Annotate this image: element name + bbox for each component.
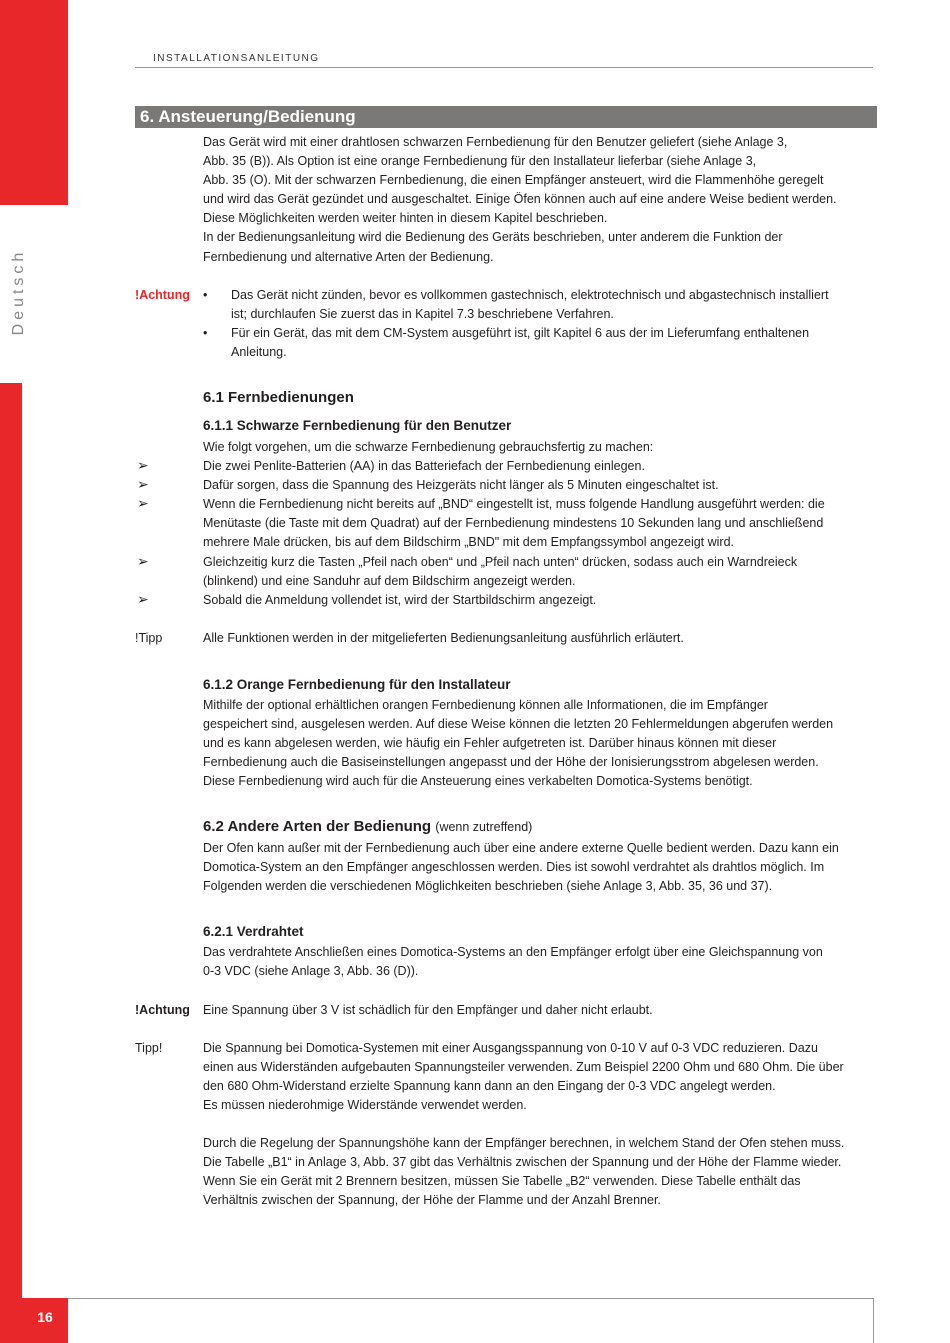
heading-6-1-2: 6.1.2 Orange Fernbedienung für den Installateur: [203, 677, 511, 692]
step-line: Wenn die Fernbedienung nicht bereits auf „BND“ eingestellt ist, muss folgende Handlung ausgeführt werden: die: [203, 497, 825, 511]
intro-line: Diese Möglichkeiten werden weiter hinten in diesem Kapitel beschrieben.: [203, 211, 608, 226]
language-tab: Deutsch: [10, 248, 27, 336]
warning-line: Für ein Gerät, das mit dem CM-System ausgeführt ist, gilt Kapitel 6 aus der im Lieferumfang enthaltenen: [231, 326, 810, 340]
text-line: Die Tabelle „B1“ in Anlage 3, Abb. 37 gibt das Verhältnis zwischen der Spannung und der Höhe der Flamme wieder.: [203, 1155, 842, 1170]
text-line: Folgenden werden die verschiedenen Möglichkeiten beschrieben (siehe Anlage 3, Abb. 35, 36 und 37).: [203, 879, 773, 894]
section-title: 6. Ansteuerung/Bedienung: [135, 106, 877, 128]
intro-line: Abb. 35 (O). Mit der schwarzen Fernbedienung, die einen Empfänger ansteuert, wird die Flammenhöhe geregelt: [203, 173, 824, 188]
step-3: [203, 495, 883, 552]
closing-paragraph: [203, 1134, 883, 1210]
header-rule: [135, 67, 873, 68]
text-line: Verhältnis zwischen der Spannung, der Höhe der Flamme und der Anzahl Brenner.: [203, 1193, 661, 1208]
intro-line: Das Gerät wird mit einer drahtlosen schwarzen Fernbedienung für den Benutzer geliefert (siehe Anlage 3,: [203, 135, 788, 149]
warning-text: [203, 1001, 883, 1020]
heading-6-2-1: 6.2.1 Verdrahtet: [203, 924, 304, 939]
page-number: 16: [37, 1309, 53, 1325]
text-line: gespeichert sind, ausgelesen werden. Auf diese Weise können die letzten 20 Fehlermeldungen abgerufen werden: [203, 717, 834, 732]
arrow-icon: ➢: [137, 591, 149, 607]
bullet: •: [203, 326, 208, 340]
bullet: •: [203, 288, 208, 302]
paragraph-6-2: [203, 839, 883, 896]
text-line: Diese Fernbedienung wird auch für die Ansteuerung eines verkabelten Domotica-Systems benötigt.: [203, 774, 753, 789]
heading-6-2-title: 6.2 Andere Arten der Bedienung: [203, 818, 432, 835]
tip-line: Alle Funktionen werden in der mitgelieferten Bedienungsanleitung ausführlich erläutert.: [203, 631, 684, 645]
heading-6-2: [203, 818, 532, 835]
warning-item: [231, 286, 881, 324]
red-margin-top: [0, 0, 68, 205]
step-1: [203, 457, 883, 476]
text-line: Fernbedienung auch die Basiseinstellungen angepasst und der Höhe der Ionisierungsstrom abgelesen werden.: [203, 755, 819, 770]
red-margin-bottom: [0, 383, 22, 1343]
footer-vertical-rule: [873, 1298, 874, 1343]
running-header: INSTALLATIONSANLEITUNG: [153, 53, 320, 64]
step-line: mehrere Male drücken, bis auf dem Bildschirm „BND" mit dem Empfangssymbol angezeigt wird.: [203, 535, 735, 550]
warning-label: !Achtung: [135, 288, 190, 302]
intro-line: Abb. 35 (B)). Als Option ist eine orange Fernbedienung für den Installateur lieferbar (siehe Anlage 3,: [203, 154, 757, 169]
paragraph-6-1-2: [203, 696, 883, 791]
text-line: Das verdrahtete Anschließen eines Domotica-Systems an den Empfänger erfolgt über eine Gleichspannung von: [203, 945, 823, 959]
warning-line: Das Gerät nicht zünden, bevor es vollkommen gastechnisch, elektrotechnisch und abgastechnisch installiert: [231, 288, 829, 302]
tip-text: [203, 629, 883, 648]
footer-rule: [68, 1298, 874, 1299]
tip-label: Tipp!: [135, 1041, 163, 1055]
text-line: Wenn Sie ein Gerät mit 2 Brennern besitzen, müssen Sie Tabelle „B2“ verwenden. Diese Tabelle enthält das: [203, 1174, 801, 1189]
step-line: Sobald die Anmeldung vollendet ist, wird der Startbildschirm angezeigt.: [203, 593, 597, 607]
step-2: [203, 476, 883, 495]
arrow-icon: ➢: [137, 495, 149, 511]
step-line: Gleichzeitig kurz die Tasten „Pfeil nach oben“ und „Pfeil nach unten“ drücken, sodass auch ein Warndreieck: [203, 555, 798, 569]
tip-line: den 680 Ohm-Widerstand erzielte Spannung kann dann an den Eingang der 0-3 VDC angelegt werden.: [203, 1079, 776, 1094]
heading-6-1: 6.1 Fernbedienungen: [203, 389, 354, 406]
lead-text: [203, 438, 883, 457]
intro-paragraph: [203, 133, 883, 267]
text-line: Durch die Regelung der Spannungshöhe kann der Empfänger berechnen, in welchem Stand der Ofen stehen muss.: [203, 1136, 845, 1150]
warning-label: !Achtung: [135, 1003, 190, 1017]
step-4: [203, 553, 883, 591]
arrow-icon: ➢: [137, 457, 149, 473]
paragraph-6-2-1: [203, 943, 883, 981]
warning-line: Eine Spannung über 3 V ist schädlich für den Empfänger und daher nicht erlaubt.: [203, 1003, 653, 1017]
lead-line: Wie folgt vorgehen, um die schwarze Fernbedienung gebrauchsfertig zu machen:: [203, 440, 654, 454]
heading-6-2-note: (wenn zutreffend): [435, 820, 533, 834]
tip-line: einen aus Widerständen aufgebauten Spannungsteiler verwenden. Zum Beispiel 2200 Ohm und 680 Ohm. Die über: [203, 1060, 844, 1075]
step-line: Menütaste (die Taste mit dem Quadrat) auf der Fernbedienung mindestens 10 Sekunden lang und anschließend: [203, 516, 824, 531]
intro-line: Fernbedienung und alternative Arten der Bedienung.: [203, 249, 494, 264]
tip-line: Es müssen niederohmige Widerstände verwendet werden.: [203, 1098, 527, 1113]
text-line: und es kann abgelesen werden, wie häufig ein Fehler aufgetreten ist. Darüber hinaus können mit dieser: [203, 736, 777, 751]
tip-label: !Tipp: [135, 631, 163, 645]
step-5: [203, 591, 883, 610]
text-line: Domotica-System an den Empfänger angeschlossen werden. Dies ist sowohl verdrahtet als drahtlos möglich. Im: [203, 860, 825, 875]
warning-line: Anleitung.: [231, 345, 287, 359]
text-line: 0-3 VDC (siehe Anlage 3, Abb. 36 (D)).: [203, 964, 419, 979]
tip-paragraph: [203, 1039, 883, 1115]
warning-line: ist; durchlaufen Sie zuerst das in Kapitel 7.3 beschriebene Verfahren.: [231, 307, 614, 321]
text-line: Mithilfe der optional erhältlichen orangen Fernbedienung können alle Informationen, die im Empfänger: [203, 698, 768, 712]
warning-item: [231, 324, 881, 362]
step-line: Dafür sorgen, dass die Spannung des Heizgeräts nicht länger als 5 Minuten eingeschaltet ist.: [203, 478, 719, 492]
arrow-icon: ➢: [137, 553, 149, 569]
text-line: Der Ofen kann außer mit der Fernbedienung auch über eine andere externe Quelle bedient werden. Dazu kann ein: [203, 841, 839, 855]
step-line: (blinkend) und eine Sanduhr auf dem Bildschirm angezeigt werden.: [203, 574, 576, 589]
step-line: Die zwei Penlite-Batterien (AA) in das Batteriefach der Fernbedienung einlegen.: [203, 459, 645, 473]
intro-line: In der Bedienungsanleitung wird die Bedienung des Geräts beschrieben, unter anderem die Funktion der: [203, 230, 783, 245]
tip-line: Die Spannung bei Domotica-Systemen mit einer Ausgangsspannung von 0-10 V auf 0-3 VDC reduzieren. Dazu: [203, 1041, 818, 1055]
intro-line: und wird das Gerät gezündet und ausgeschaltet. Einige Öfen können auch auf eine andere Weise bedient werden.: [203, 192, 837, 207]
heading-6-1-1: 6.1.1 Schwarze Fernbedienung für den Benutzer: [203, 418, 512, 433]
arrow-icon: ➢: [137, 476, 149, 492]
